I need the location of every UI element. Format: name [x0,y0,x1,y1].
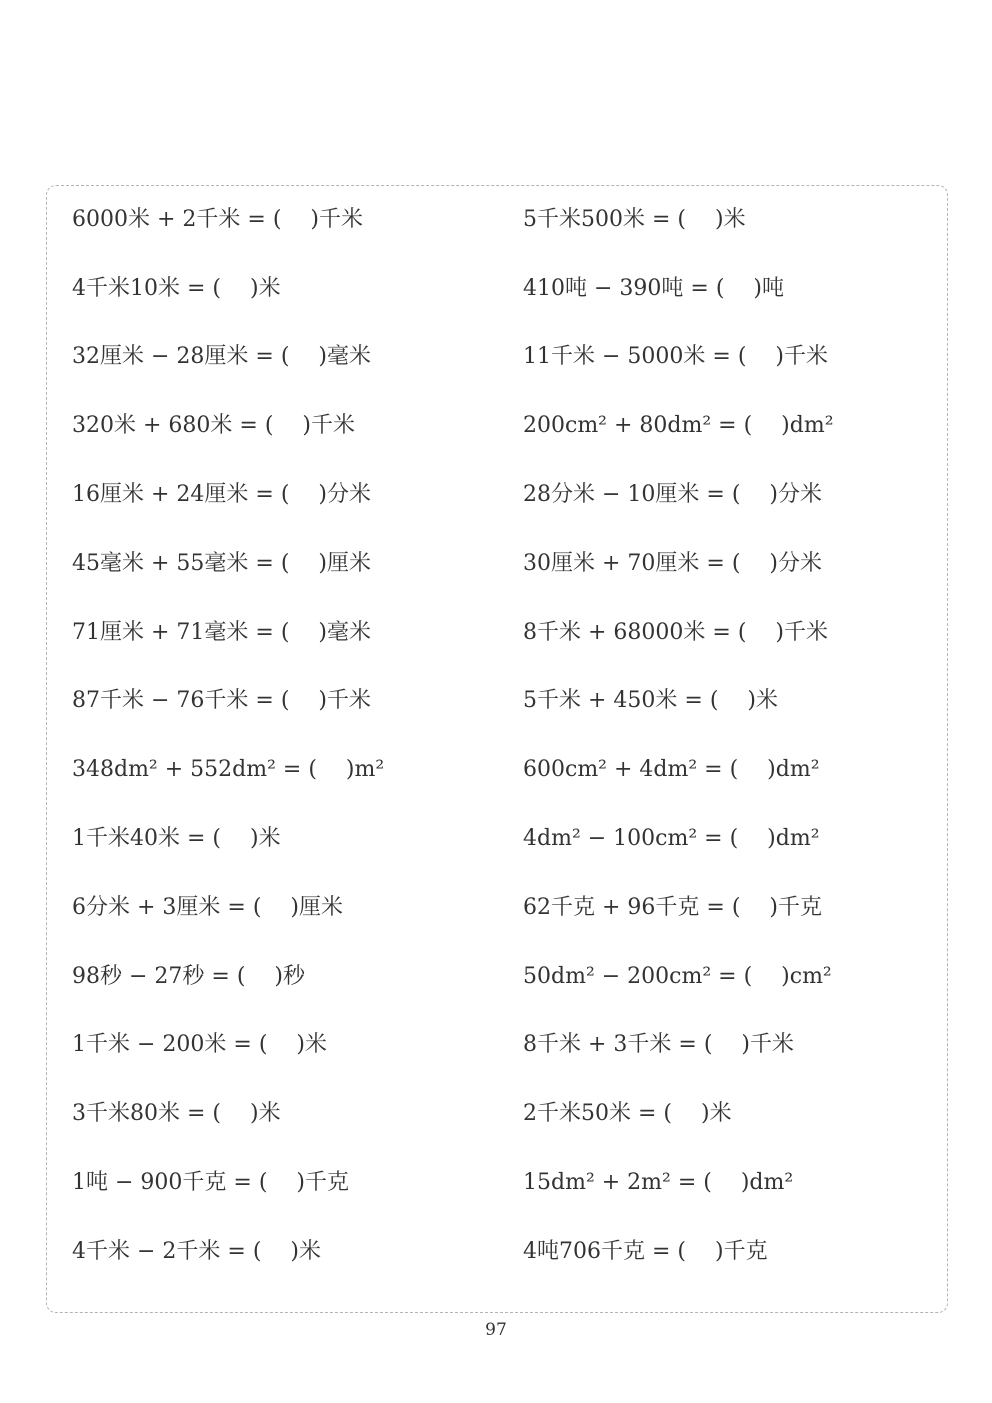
problem-5-right: 28分米 − 10厘米 = ( )分米 [523,482,822,508]
problem-10-left: 1千米40米 = ( )米 [72,826,281,852]
problem-7-right: 8千米 + 68000米 = ( )千米 [523,619,828,645]
problem-16-right: 4吨706千克 = ( )千克 [523,1238,768,1264]
page-number: 97 [485,1320,507,1340]
problem-8-left: 87千米 − 76千米 = ( )千米 [72,688,371,714]
problem-1-right: 5千米500米 = ( )米 [523,206,746,232]
problem-10-right: 4dm² − 100cm² = ( )dm² [523,826,820,852]
problem-9-left: 348dm² + 552dm² = ( )m² [72,757,385,783]
problem-6-right: 30厘米 + 70厘米 = ( )分米 [523,550,822,576]
problem-12-left: 98秒 − 27秒 = ( )秒 [72,963,305,989]
problem-7-left: 71厘米 + 71毫米 = ( )毫米 [72,619,371,645]
problem-8-right: 5千米 + 450米 = ( )米 [523,688,778,714]
problem-14-left: 3千米80米 = ( )米 [72,1101,281,1127]
problem-6-left: 45毫米 + 55毫米 = ( )厘米 [72,550,371,576]
problem-2-left: 4千米10米 = ( )米 [72,275,281,301]
problem-14-right: 2千米50米 = ( )米 [523,1101,732,1127]
problem-3-right: 11千米 − 5000米 = ( )千米 [523,344,828,370]
problem-3-left: 32厘米 − 28厘米 = ( )毫米 [72,344,371,370]
problem-9-right: 600cm² + 4dm² = ( )dm² [523,757,820,783]
problem-16-left: 4千米 − 2千米 = ( )米 [72,1238,321,1264]
problem-11-left: 6分米 + 3厘米 = ( )厘米 [72,894,343,920]
problem-2-right: 410吨 − 390吨 = ( )吨 [523,275,784,301]
problem-4-left: 320米 + 680米 = ( )千米 [72,413,355,439]
problem-13-left: 1千米 − 200米 = ( )米 [72,1032,327,1058]
problem-4-right: 200cm² + 80dm² = ( )dm² [523,413,834,439]
problem-15-right: 15dm² + 2m² = ( )dm² [523,1170,794,1196]
problem-5-left: 16厘米 + 24厘米 = ( )分米 [72,482,371,508]
problem-grid [72,183,952,1284]
problem-13-right: 8千米 + 3千米 = ( )千米 [523,1032,794,1058]
problem-15-left: 1吨 − 900千克 = ( )千克 [72,1170,349,1196]
problem-1-left: 6000米 + 2千米 = ( )千米 [72,206,363,232]
problem-12-right: 50dm² − 200cm² = ( )cm² [523,963,832,989]
problem-11-right: 62千克 + 96千克 = ( )千克 [523,894,822,920]
